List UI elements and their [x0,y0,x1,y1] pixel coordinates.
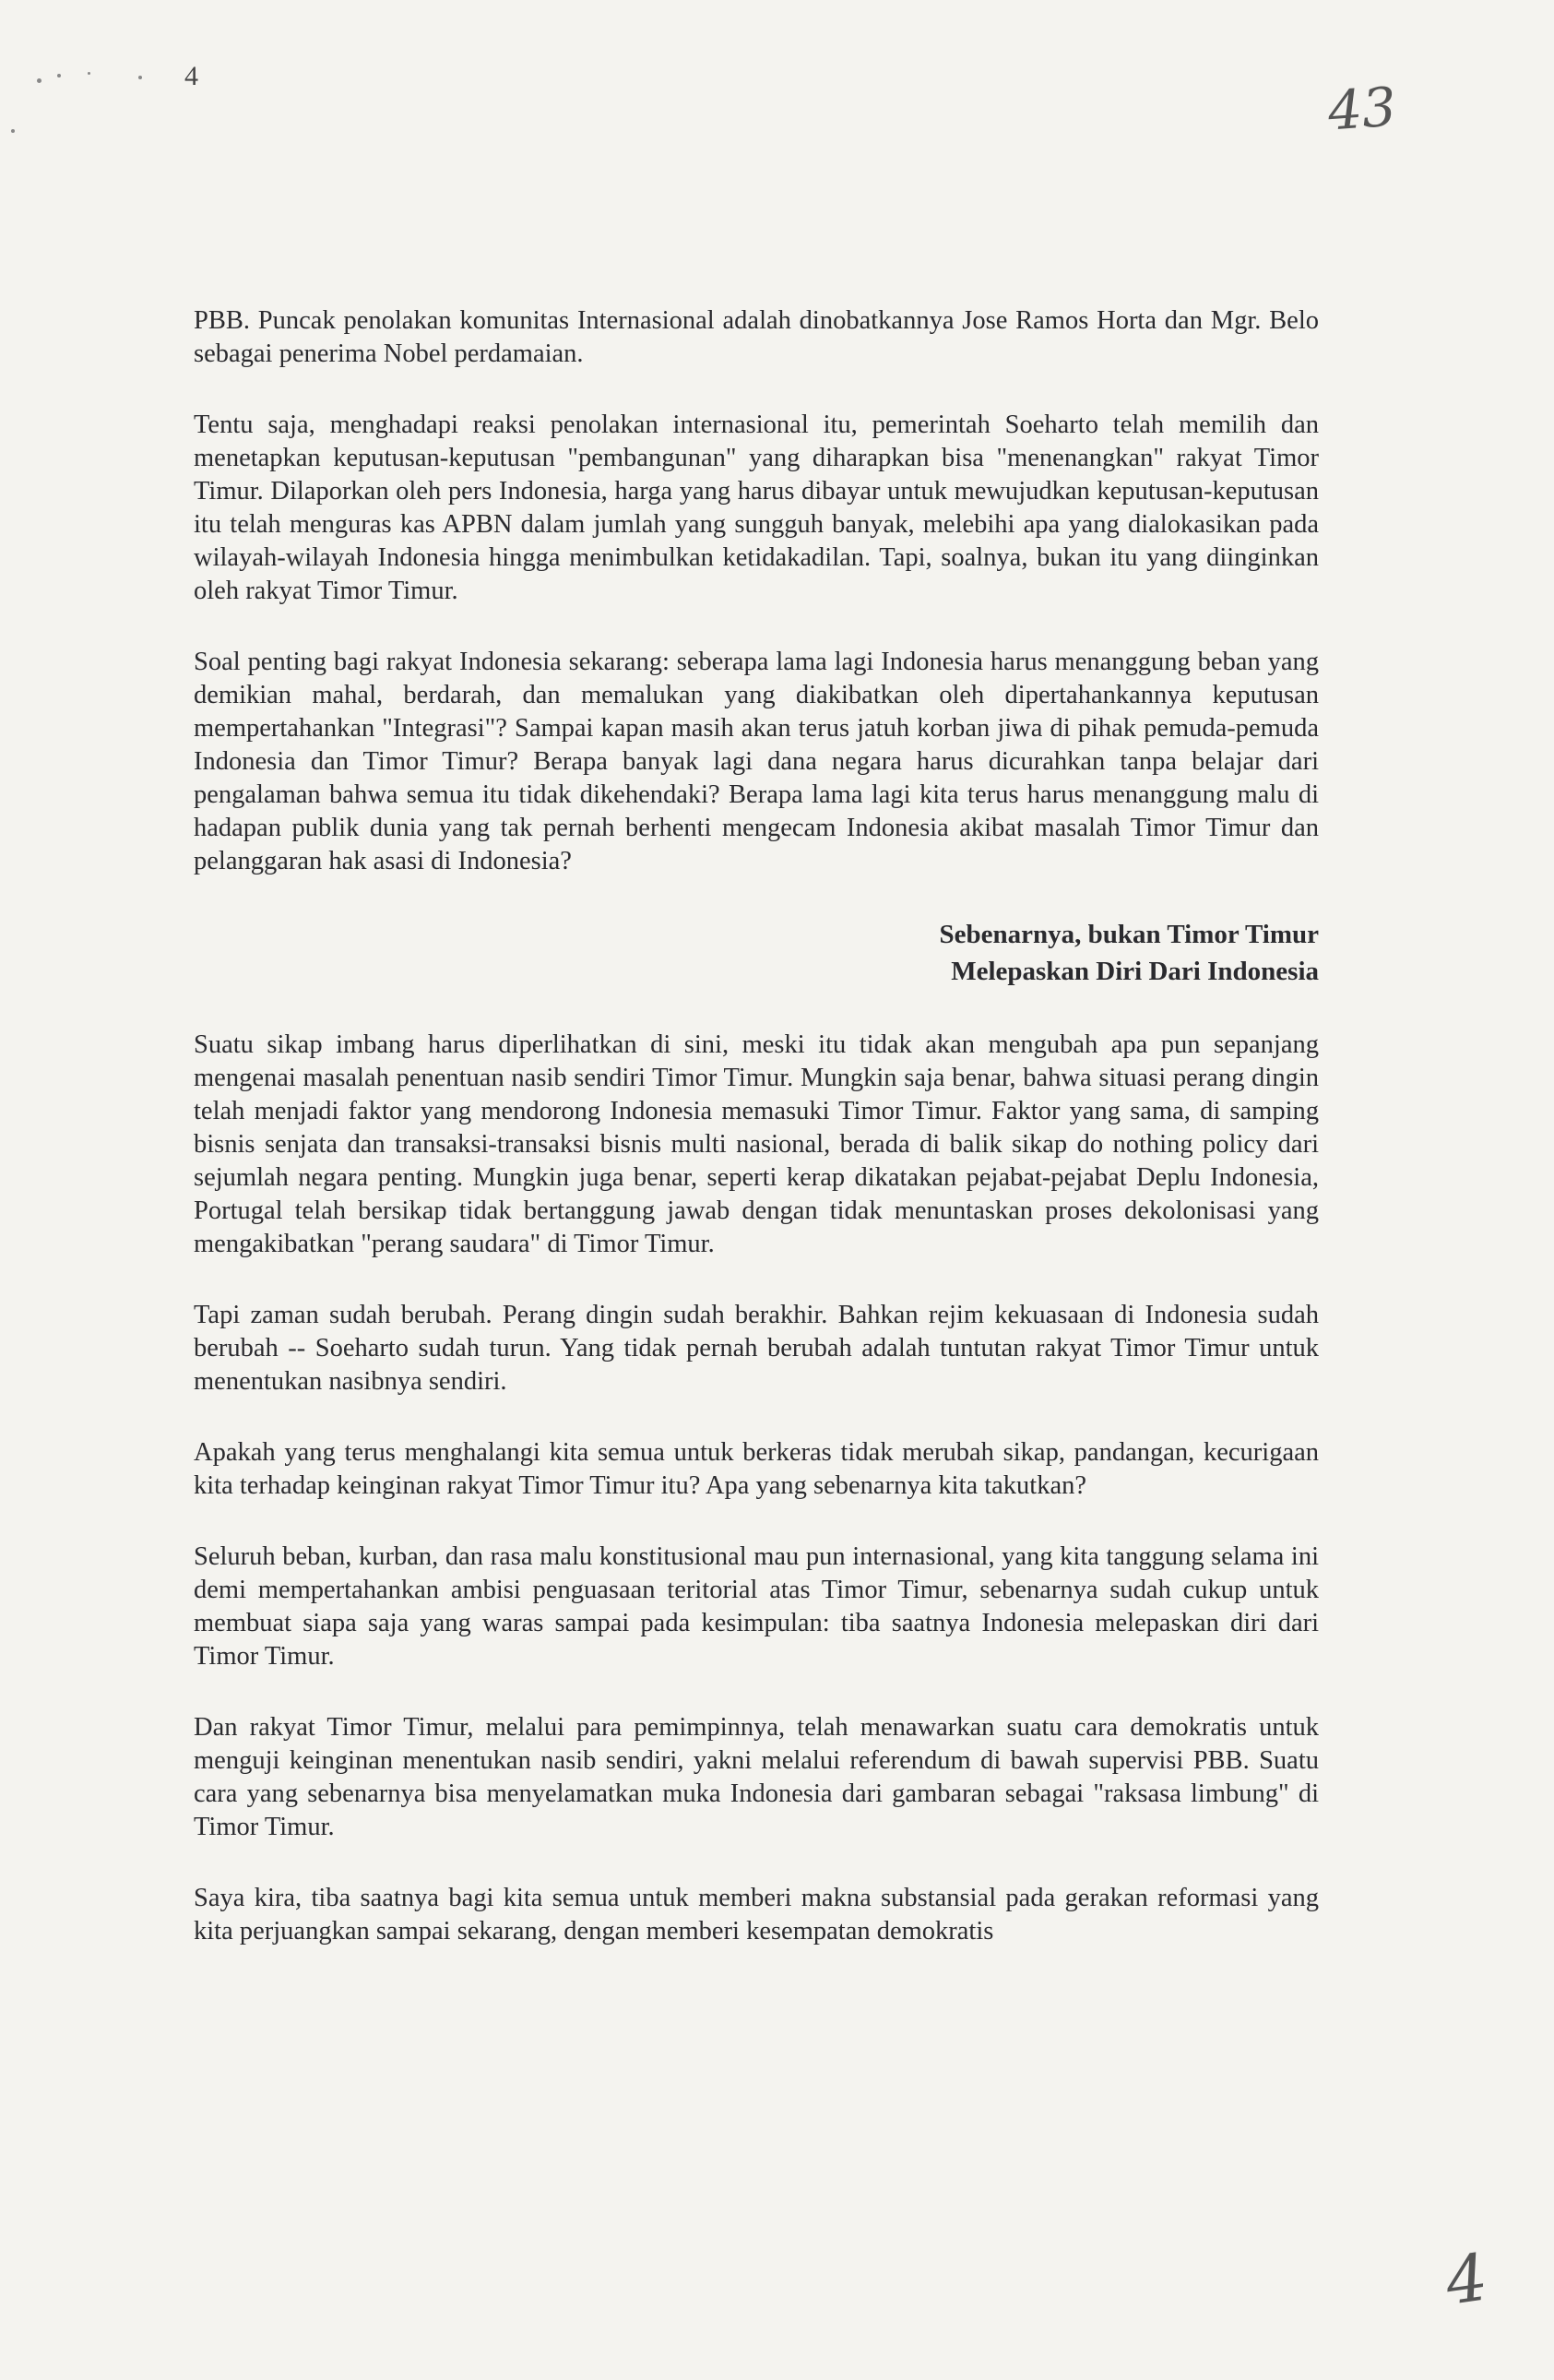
section-heading-line-1: Sebenarnya, bukan Timor Timur [939,920,1319,949]
paragraph: Apakah yang terus menghalangi kita semua untuk berkeras tidak merubah sikap, pandangan, kecurigaan kita terhadap keinginan rakyat Timor Timur itu? Apa yang sebenarnya kita takutkan? [194,1438,1319,1500]
paragraph: Seluruh beban, kurban, dan rasa malu konstitusional mau pun internasional, yang kita tanggung selama ini demi mempertahankan ambisi penguasaan teritorial atas Timor Timur, sebenarnya sudah cukup untuk membuat siapa saja yang waras sampai pada kesimpulan: tiba saatnya Indonesia melepaskan diri dari Timor Timur. [194,1542,1319,1671]
paragraph: Dan rakyat Timor Timur, melalui para pemimpinnya, telah menawarkan suatu cara demokratis untuk menguji keinginan menentukan nasib sendiri, yakni melalui referendum di bawah supervisi PBB. Suatu cara yang sebenarnya bisa menyelamatkan muka Indonesia dari gambaran sebagai "raksasa limbung" di Timor Timur. [194,1713,1319,1841]
paragraph: Tentu saja, menghadapi reaksi penolakan internasional itu, pemerintah Soeharto telah memilih dan menetapkan keputusan-keputusan "pembangunan" yang diharapkan bisa "menenangkan" rakyat Timor Timur. Dilaporkan oleh pers Indonesia, harga yang harus dibayar untuk mewujudkan keputusan-keputusan itu telah menguras kas APBN dalam jumlah yang sungguh banyak, melebihi apa yang dialokasikan pada wilayah-wilayah Indonesia hingga menimbulkan ketidakadilan. Tapi, soalnya, bukan itu yang diinginkan oleh rakyat Timor Timur. [194,411,1319,605]
document-body [194,304,1319,1986]
handwritten-page-number: 43 [1325,75,1399,143]
section-heading-line-2: Melepaskan Diri Dari Indonesia [951,957,1319,986]
paragraph: Suatu sikap imbang harus diperlihatkan di sini, meski itu tidak akan mengubah apa pun sepanjang mengenai masalah penentuan nasib sendiri Timor Timur. Mungkin saja benar, bahwa situasi perang dingin telah menjadi faktor yang mendorong Indonesia memasuki Timor Timur. Faktor yang sama, di samping bisnis senjata dan transaksi-transaksi bisnis multi nasional, berada di balik sikap do nothing policy dari sejumlah negara penting. Mungkin juga benar, seperti kerap dikatakan pejabat-pejabat Deplu Indonesia, Portugal telah bersikap tidak bertanggung jawab dengan tidak menuntaskan proses dekolonisasi yang mengakibatkan "perang saudara" di Timor Timur. [194,1030,1319,1258]
paragraph: Saya kira, tiba saatnya bagi kita semua untuk memberi makna substansial pada gerakan reformasi yang kita perjuangkan sampai sekarang, dengan memberi kesempatan demokratis [194,1884,1319,1946]
paragraph: Soal penting bagi rakyat Indonesia sekarang: seberapa lama lagi Indonesia harus menanggung beban yang demikian mahal, berdarah, dan memalukan yang diakibatkan oleh dipertahankannya keputusan mempertahankan "Integrasi"? Sampai kapan masih akan terus jatuh korban jiwa di pihak pemuda-pemuda Indonesia dan Timor Timur? Berapa banyak lagi dana negara harus dicurahkan tanpa belajar dari pengalaman bahwa semua itu tidak dikehendaki? Berapa lama lagi kita terus harus menanggung malu di hadapan publik dunia yang tak pernah berhenti mengecam Indonesia akibat masalah Timor Timur dan pelanggaran hak asasi di Indonesia? [194,648,1319,875]
section-heading [194,916,1319,990]
page-number: 4 [184,61,198,91]
handwritten-bottom-number: 4 [1441,2239,1493,2320]
paragraph: Tapi zaman sudah berubah. Perang dingin sudah berakhir. Bahkan rejim kekuasaan di Indonesia sudah berubah -- Soeharto sudah turun. Yang tidak pernah berubah adalah tuntutan rakyat Timor Timur untuk menentukan nasibnya sendiri. [194,1301,1319,1396]
scan-specks [0,65,184,157]
paragraph: PBB. Puncak penolakan komunitas Internasional adalah dinobatkannya Jose Ramos Horta dan Mgr. Belo sebagai penerima Nobel perdamaian. [194,306,1319,368]
